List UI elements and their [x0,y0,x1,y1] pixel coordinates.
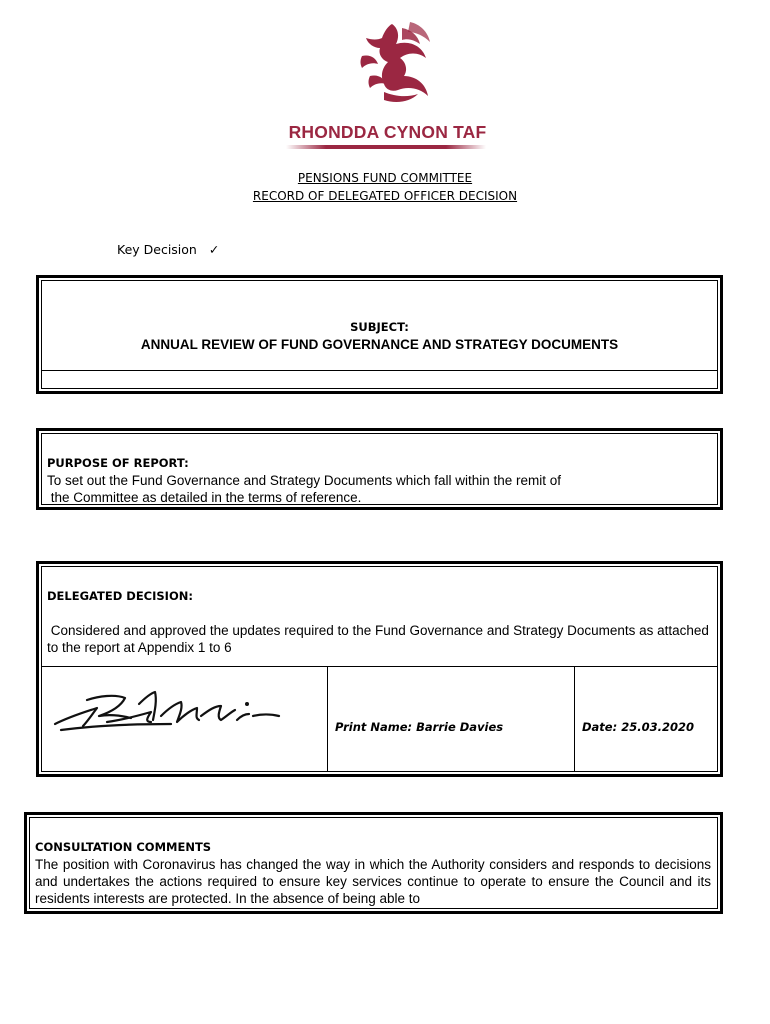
consultation-box [24,812,723,914]
logo-text: RHONDDA CYNON TAF [288,122,487,142]
purpose-text [47,472,687,506]
print-name: Print Name: Barrie Davies [335,720,504,734]
dragon-emblem-icon [340,18,440,118]
council-logo [280,18,495,148]
consultation-label: CONSULTATION COMMENTS [35,840,212,854]
subject-title: ANNUAL REVIEW OF FUND GOVERNANCE AND STRATEGY DOCUMENTS [140,337,619,352]
signature-image [51,686,281,736]
decision-divider [41,666,718,667]
signature-column-divider [327,666,328,772]
subject-box-inner-border [41,280,718,389]
decision-date: Date: 25.03.2020 [582,720,694,734]
subject-divider [41,370,718,371]
purpose-label: PURPOSE OF REPORT: [47,456,189,470]
consultation-text: The position with Coronavirus has changed the way in which the Authority considers and responds to decisions and undertakes the actions required to ensure key services continue to operate to ensure the Council and its residents interests are protected. In the absence of being able to [35,857,711,906]
record-heading: RECORD OF DELEGATED OFFICER DECISION [252,189,518,203]
decision-label: DELEGATED DECISION: [47,589,193,603]
subject-label: SUBJECT: [350,320,409,334]
key-decision [117,242,219,257]
logo-underline [286,145,486,149]
delegated-decision-box [36,561,723,777]
committee-heading: PENSIONS FUND COMMITTEE [297,171,473,185]
checkmark-icon: ✓ [208,242,220,257]
key-decision-label: Key Decision [117,242,197,257]
decision-text: Considered and approved the updates required to the Fund Governance and Strategy Documents as attached to the report at Appendix 1 to 6 [47,623,713,655]
purpose-line-1: To set out the Fund Governance and Strategy Documents which fall within the remit of [47,473,562,488]
date-column-divider [574,666,575,772]
subject-box [36,275,723,394]
purpose-box [36,428,723,510]
purpose-line-2: the Committee as detailed in the terms of reference. [47,490,362,505]
